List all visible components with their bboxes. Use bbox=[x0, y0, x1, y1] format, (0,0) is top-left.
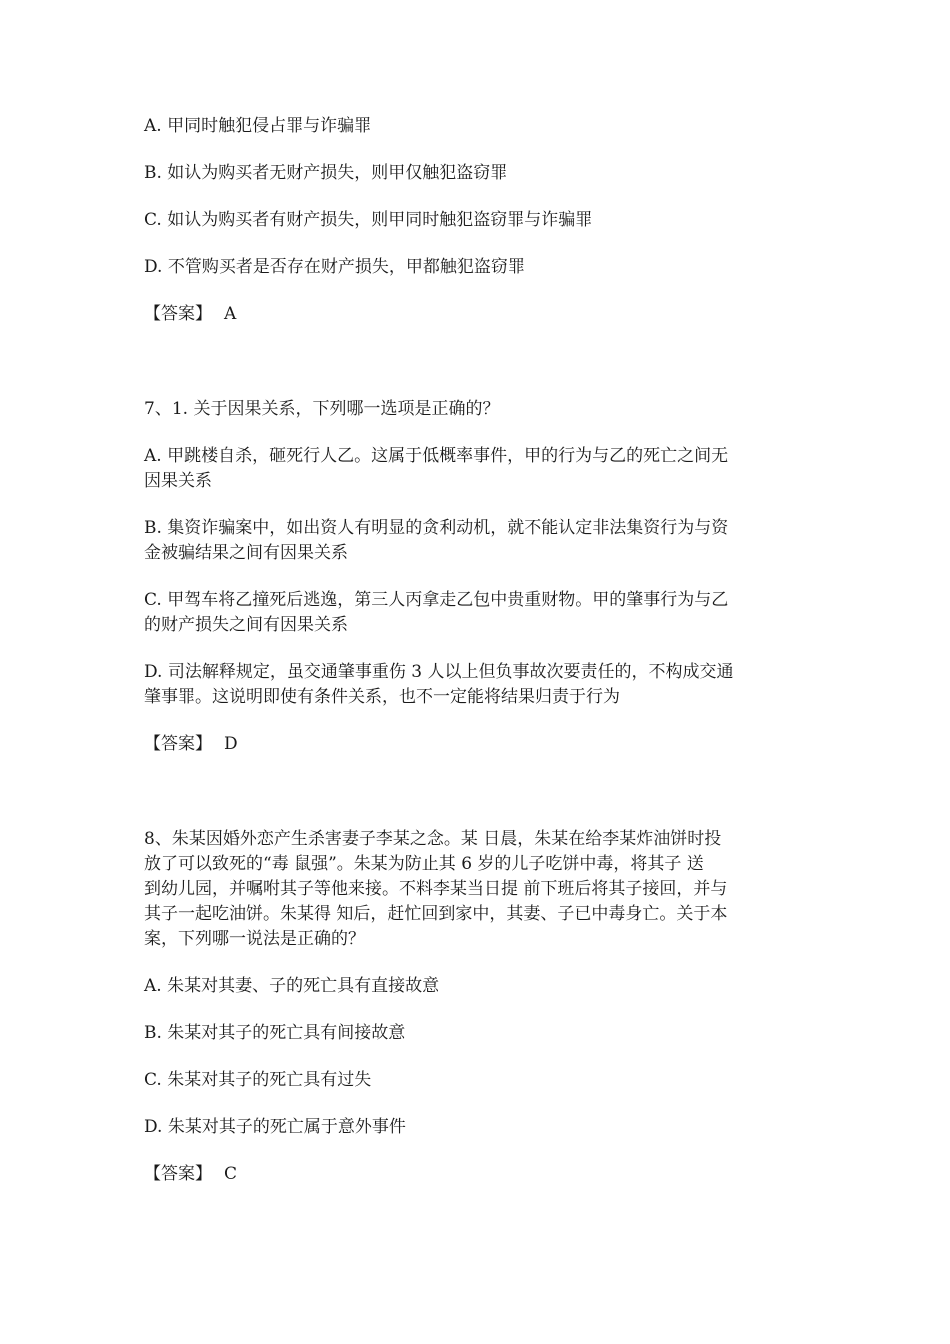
q8-stem-line4: 其子一起吃油饼。朱某得 知后，赶忙回到家中，其妻、子已中毒身亡。关于本 bbox=[144, 904, 728, 924]
q6-option-d: D. 不管购买者是否存在财产损失，甲都触犯盗窃罪 bbox=[144, 257, 525, 277]
q8-answer bbox=[144, 1161, 237, 1187]
q6-answer-value: A bbox=[224, 304, 237, 324]
q8-stem-line1: 8、朱某因婚外恋产生杀害妻子李某之念。某 日晨，朱某在给李某炸油饼时投 bbox=[144, 829, 722, 849]
q6-answer-label: 【答案】 bbox=[144, 304, 212, 324]
q8-option-c: C. 朱某对其子的死亡具有过失 bbox=[144, 1070, 372, 1090]
q7-option-c-line1: C. 甲驾车将乙撞死后逃逸，第三人丙拿走乙包中贵重财物。甲的肇事行为与乙 bbox=[144, 590, 729, 610]
q8-answer-value: C bbox=[224, 1164, 238, 1184]
q7-option-d-line1: D. 司法解释规定，虽交通肇事重伤 3 人以上但负事故次要责任的，不构成交通 bbox=[144, 662, 734, 682]
q7-option-a-line2: 因果关系 bbox=[144, 471, 212, 491]
q8-stem-line5: 案，下列哪一说法是正确的？ bbox=[144, 929, 365, 949]
q7-option-b-line1: B. 集资诈骗案中，如出资人有明显的贪利动机，就不能认定非法集资行为与资 bbox=[144, 518, 729, 538]
q6-option-c: C. 如认为购买者有财产损失，则甲同时触犯盗窃罪与诈骗罪 bbox=[144, 210, 593, 230]
q6-option-a: A. 甲同时触犯侵占罪与诈骗罪 bbox=[144, 116, 372, 136]
q6-option-b: B. 如认为购买者无财产损失，则甲仅触犯盗窃罪 bbox=[144, 163, 508, 183]
q8-stem-line3: 到幼儿园，并嘱咐其子等他来接。不料李某当日提 前下班后将其子接回，并与 bbox=[144, 879, 728, 899]
q7-answer-value: D bbox=[224, 734, 238, 754]
q8-answer-label: 【答案】 bbox=[144, 1164, 212, 1184]
q7-answer bbox=[144, 731, 238, 757]
q7-answer-label: 【答案】 bbox=[144, 734, 212, 754]
q7-stem: 7、1. 关于因果关系，下列哪一选项是正确的？ bbox=[144, 399, 500, 419]
q8-option-b: B. 朱某对其子的死亡具有间接故意 bbox=[144, 1023, 406, 1043]
q8-option-d: D. 朱某对其子的死亡属于意外事件 bbox=[144, 1117, 406, 1137]
q8-option-a: A. 朱某对其妻、子的死亡具有直接故意 bbox=[144, 976, 440, 996]
q7-option-d-line2: 肇事罪。这说明即使有条件关系，也不一定能将结果归责于行为 bbox=[144, 687, 620, 707]
q6-answer bbox=[144, 301, 236, 327]
q7-option-b-line2: 金被骗结果之间有因果关系 bbox=[144, 543, 348, 563]
q8-stem-line2: 放了可以致死的“毒 鼠强”。朱某为防止其 6 岁的儿子吃饼中毒，将其子 送 bbox=[144, 854, 704, 874]
q7-option-a-line1: A. 甲跳楼自杀，砸死行人乙。这属于低概率事件，甲的行为与乙的死亡之间无 bbox=[144, 446, 729, 466]
q7-option-c-line2: 的财产损失之间有因果关系 bbox=[144, 615, 348, 635]
